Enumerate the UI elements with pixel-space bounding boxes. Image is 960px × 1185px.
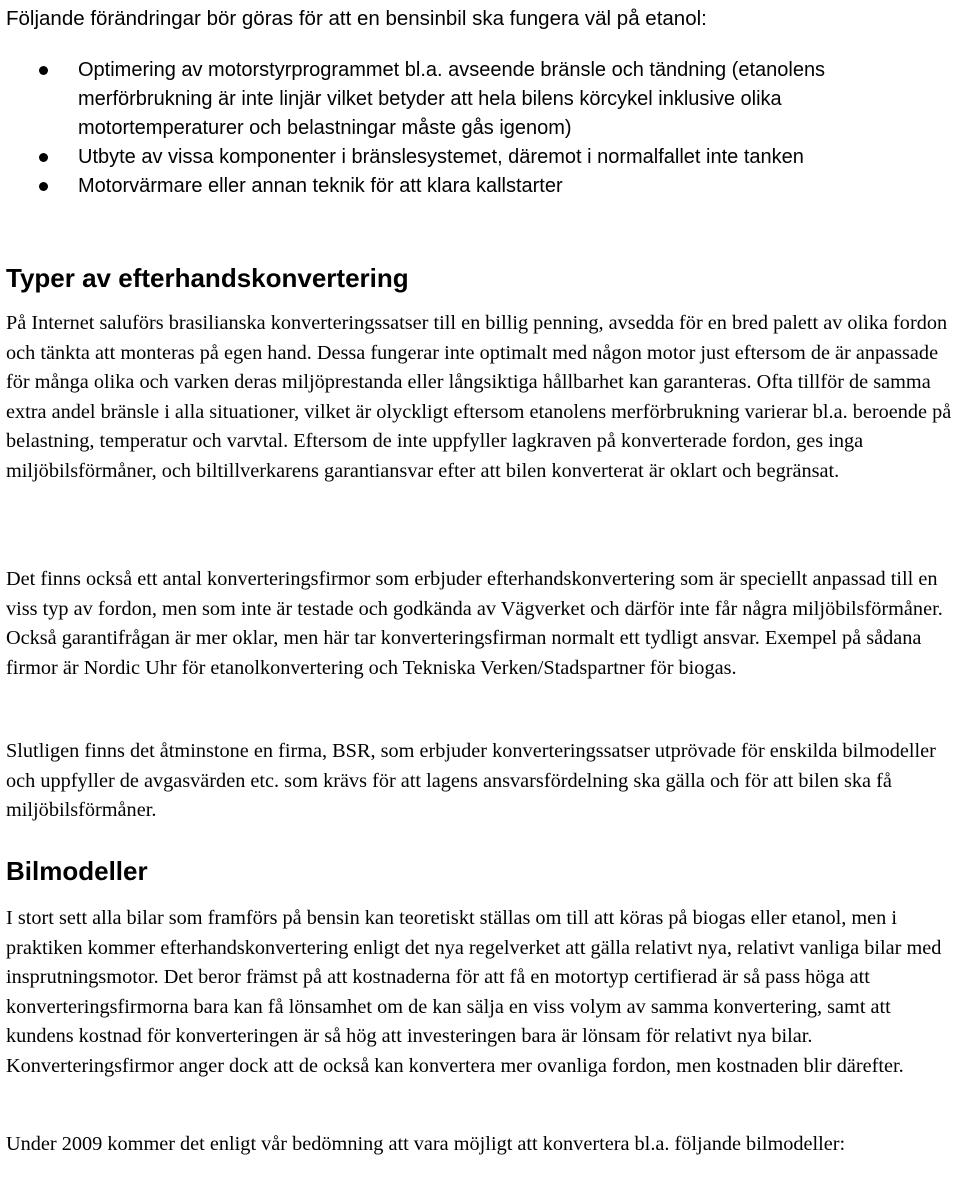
paragraph: Slutligen finns det åtminstone en firma, BSR, som erbjuder konverteringssatser utprövade för enskilda bilmodeller och uppfyller de avgasvärden etc. som krävs för att lagens ansvarsfördelning ska gälla och för att bilen ska få miljöbilsförmåner. — [6, 740, 936, 821]
list-item — [6, 172, 936, 201]
list-item — [6, 56, 936, 143]
bullet-icon — [39, 182, 48, 191]
paragraph: Det finns också ett antal konverteringsfirmor som erbjuder efterhandskonvertering som är speciellt anpassad till en viss typ av fordon, men som inte är testade och godkända av Vägverket och därför inte får några miljöbilsförmåner. Också garantifrågan är mer oklar, men här tar konverteringsfirman normalt ett tydligt ansvar. Exempel på sådana firmor är Nordic Uhr för etanolkonvertering och Tekniska Verken/Stadspartner för biogas. — [6, 568, 943, 679]
section-heading-conversion-types: Typer av efterhandskonvertering — [6, 263, 409, 293]
paragraph: I stort sett alla bilar som framförs på bensin kan teoretiskt ställas om till att köras på biogas eller etanol, men i praktiken kommer efterhandskonvertering enligt det nya regelverket att gälla relativt nya, relativt vanliga bilar med insprutningsmotor. Det beror främst på att kostnaderna för att få en motortyp certifierad är så pass höga att konverteringsfirmorna bara kan få lönsamhet om de kan sälja en viss volym av samma konvertering, samt att kundens kostnad för konverteringen är så hög att investeringen bara är lönsam för relativt nya bilar. Konverteringsfirmor anger dock att de också kan konvertera mer ovanliga fordon, men kostnaden blir därefter. — [6, 907, 942, 1077]
section-heading-car-models: Bilmodeller — [6, 856, 148, 886]
list-item-text: Utbyte av vissa komponenter i bränslesystemet, däremot i normalfallet inte tanken — [78, 146, 804, 168]
paragraph: På Internet saluförs brasilianska konverteringssatser till en billig penning, avsedda för en bred palett av olika fordon och tänkta att monteras på egen hand. Dessa fungerar inte optimalt med någon motor just eftersom de är anpassade för många olika och varken deras miljöprestanda eller långsiktiga hållbarhet kan garanteras. Ofta tillför de samma extra andel bränsle i alla situationer, vilket är olyckligt eftersom etanolens merförbrukning varierar bl.a. beroende på belastning, temperatur och varvtal. Eftersom de inte uppfyller lagkraven på konverterade fordon, ges inga miljöbilsförmåner, och biltillverkarens garantiansvar efter att bilen konverterat är oklart och begränsat. — [6, 312, 952, 482]
list-item-text: Optimering av motorstyrprogrammet bl.a. avseende bränsle och tändning (etanolens merförbrukning är inte linjär vilket betyder att hela bilens körcykel inklusive olika motortemperaturer och belastningar måste gås igenom) — [78, 59, 826, 139]
paragraph: Under 2009 kommer det enligt vår bedömning att vara möjligt att konvertera bl.a. följande bilmodeller: — [6, 1133, 846, 1155]
change-list — [6, 56, 936, 201]
list-item — [6, 143, 936, 172]
bullet-icon — [39, 153, 48, 162]
bullet-icon — [39, 66, 48, 75]
list-item-text: Motorvärmare eller annan teknik för att klara kallstarter — [78, 175, 563, 197]
intro-text: Följande förändringar bör göras för att en bensinbil ska fungera väl på etanol: — [6, 7, 707, 30]
